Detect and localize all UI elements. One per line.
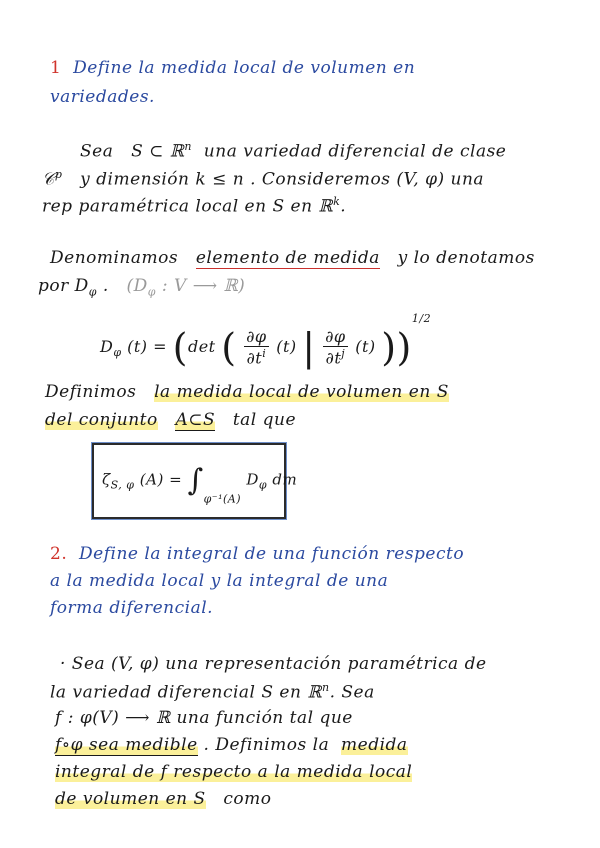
text: . Definimos la bbox=[203, 735, 330, 755]
exponent: 1/2 bbox=[411, 312, 432, 325]
subscript: φ bbox=[88, 285, 97, 299]
text: dm bbox=[272, 470, 298, 489]
paragraph-4-line-5 bbox=[55, 762, 412, 782]
text: Definimos bbox=[45, 382, 137, 402]
question-2-title-cont bbox=[50, 571, 388, 591]
numerator: ∂φ bbox=[325, 327, 346, 347]
text: S ⊂ ℝ bbox=[131, 141, 185, 162]
highlighted-text: del conjunto bbox=[45, 410, 158, 430]
text: rep paramétrica local en S en ℝ bbox=[42, 196, 334, 217]
question-2-title-cont bbox=[50, 598, 213, 618]
paren-open-icon: ( bbox=[172, 325, 188, 370]
text: = bbox=[153, 337, 168, 356]
paragraph-4-line-6 bbox=[55, 789, 272, 809]
defined-term: elemento de medida bbox=[195, 248, 380, 268]
text: D bbox=[246, 470, 259, 489]
question-2-title bbox=[50, 544, 464, 564]
question-text: Define la medida local de volumen en bbox=[73, 58, 416, 78]
paragraph-4-line-4 bbox=[55, 735, 408, 755]
paragraph-4-line-2 bbox=[50, 681, 375, 703]
superscript: p bbox=[54, 168, 63, 181]
numerator: ∂φ bbox=[246, 327, 267, 347]
text: . Sea bbox=[329, 682, 375, 703]
subscript: φ bbox=[258, 478, 268, 492]
text: (A) bbox=[139, 470, 164, 489]
question-text: forma diferencial. bbox=[50, 598, 214, 618]
underlined-text: A⊂S bbox=[175, 410, 216, 430]
text: como bbox=[223, 789, 272, 809]
text: ζ bbox=[102, 470, 111, 489]
superscript: i bbox=[262, 347, 267, 361]
separator-bar-icon: | bbox=[302, 325, 316, 370]
paragraph-4-line-1 bbox=[60, 654, 487, 674]
paragraph-1-line-2 bbox=[42, 168, 484, 190]
paragraph-2-line-2 bbox=[38, 276, 245, 298]
text: : V ⟶ ℝ) bbox=[155, 276, 246, 296]
text: (t) bbox=[276, 337, 297, 356]
question-text: variedades. bbox=[50, 87, 155, 107]
subscript: S, φ bbox=[110, 478, 135, 492]
text: 𝒞 bbox=[42, 169, 55, 190]
superscript: n bbox=[321, 681, 330, 694]
underlined-text: f∘φ sea medible bbox=[55, 735, 198, 755]
text: ∂t bbox=[325, 348, 342, 368]
question-number: 1 bbox=[50, 58, 62, 78]
question-1-title bbox=[50, 58, 415, 78]
highlighted-text: de volumen en S bbox=[55, 789, 206, 809]
superscript: k bbox=[333, 195, 341, 208]
paragraph-3-line-1 bbox=[45, 382, 449, 402]
text: y dimensión k ≤ n . Consideremos (V, φ) una bbox=[80, 169, 485, 190]
subscript: φ⁻¹(A) bbox=[203, 492, 242, 506]
highlighted-text: integral de f respecto a la medida local bbox=[55, 762, 413, 782]
subscript: φ bbox=[113, 346, 122, 360]
paragraph-4-line-3 bbox=[55, 708, 353, 728]
text: Denominamos bbox=[50, 248, 179, 268]
text: Sea bbox=[80, 141, 114, 162]
subscript: φ bbox=[147, 285, 156, 299]
question-1-title-cont bbox=[50, 87, 155, 107]
text: (D bbox=[126, 276, 148, 296]
paren-open-icon: ( bbox=[221, 325, 237, 370]
denominator bbox=[244, 347, 268, 367]
grey-note bbox=[126, 276, 246, 299]
text: D bbox=[100, 337, 114, 356]
text: . bbox=[102, 276, 109, 296]
fraction bbox=[323, 327, 347, 367]
paragraph-3-line-2 bbox=[45, 410, 296, 430]
text: y lo denotamos bbox=[397, 248, 535, 268]
boxed-formula bbox=[102, 463, 297, 506]
text: ∂t bbox=[246, 348, 263, 368]
highlighted-text: medida bbox=[341, 735, 408, 755]
paragraph-1-line-1 bbox=[80, 140, 506, 162]
superscript: j bbox=[341, 347, 346, 361]
paragraph-2-line-1 bbox=[50, 248, 535, 268]
paragraph-1-line-3 bbox=[42, 195, 346, 217]
text: det bbox=[187, 337, 216, 356]
determinant-formula bbox=[100, 312, 431, 370]
question-text: Define la integral de una función respecto bbox=[79, 544, 465, 564]
text: una variedad diferencial de clase bbox=[203, 141, 507, 162]
boxed-definition bbox=[92, 443, 298, 519]
superscript: n bbox=[184, 140, 192, 153]
text: = bbox=[169, 470, 183, 489]
text: . bbox=[340, 196, 347, 217]
highlighted-text: la medida local de volumen en S bbox=[154, 382, 449, 402]
text: tal que bbox=[232, 410, 297, 430]
text: por D bbox=[38, 276, 89, 296]
denominator bbox=[323, 347, 347, 367]
paren-close-icon: )) bbox=[381, 325, 412, 370]
text: (t) bbox=[355, 337, 376, 356]
text: la variedad diferencial S en ℝ bbox=[50, 682, 322, 703]
question-text: a la medida local y la integral de una bbox=[50, 571, 389, 591]
integral-icon: ∫ bbox=[187, 463, 204, 498]
text: f : φ(V) ⟶ ℝ una función tal que bbox=[55, 708, 353, 728]
fraction bbox=[244, 327, 268, 367]
text: · Sea (V, φ) una representación paramétrica de bbox=[60, 654, 487, 674]
text: (t) bbox=[127, 337, 148, 356]
question-number: 2. bbox=[50, 544, 68, 564]
